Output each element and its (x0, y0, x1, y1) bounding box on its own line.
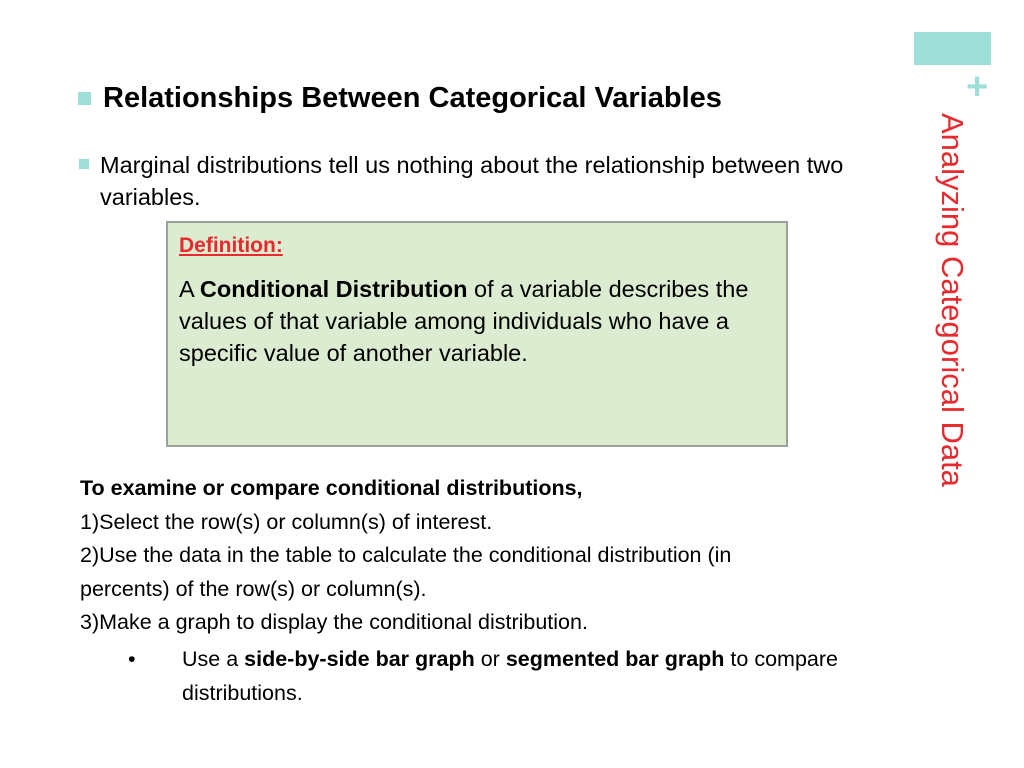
dot-bullet-icon: • (128, 647, 136, 671)
accent-block (914, 32, 991, 65)
definition-label: Definition: (179, 234, 283, 257)
sub-text-part: Use a (182, 647, 245, 671)
steps-block (80, 472, 820, 640)
step-item: 3)Make a graph to display the conditional distribution. (80, 610, 588, 634)
slide-heading: Relationships Between Categorical Variables (103, 82, 722, 114)
definition-prefix: A (179, 276, 200, 302)
steps-intro: To examine or compare conditional distributions, (80, 476, 583, 500)
step-item: 2)Use the data in the table to calculate the conditional distribution (in percents) of the row(s) or column(s). (80, 543, 732, 601)
definition-term: Conditional Distribution (199, 276, 468, 302)
step-item: 1)Select the row(s) or column(s) of interest. (80, 509, 493, 534)
sub-bullet-text (182, 643, 842, 710)
square-bullet-icon (78, 92, 91, 105)
square-bullet-icon (79, 159, 89, 169)
definition-body: of a variable describes the values of that variable among individuals who have a specific value of another variable. (179, 276, 749, 366)
segmented-term: segmented bar graph (505, 647, 725, 671)
marginal-text: Marginal distributions tell us nothing about the relationship between two variables. (100, 152, 844, 210)
side-title: Analyzing Categorical Data (935, 113, 970, 487)
definition-box (166, 221, 788, 447)
plus-icon: + (966, 66, 989, 108)
definition-text (179, 273, 776, 369)
side-by-side-term: side-by-side bar graph (244, 647, 475, 671)
sub-text-part: to compare distributions. (182, 647, 838, 705)
sub-text-part: or (474, 647, 506, 671)
